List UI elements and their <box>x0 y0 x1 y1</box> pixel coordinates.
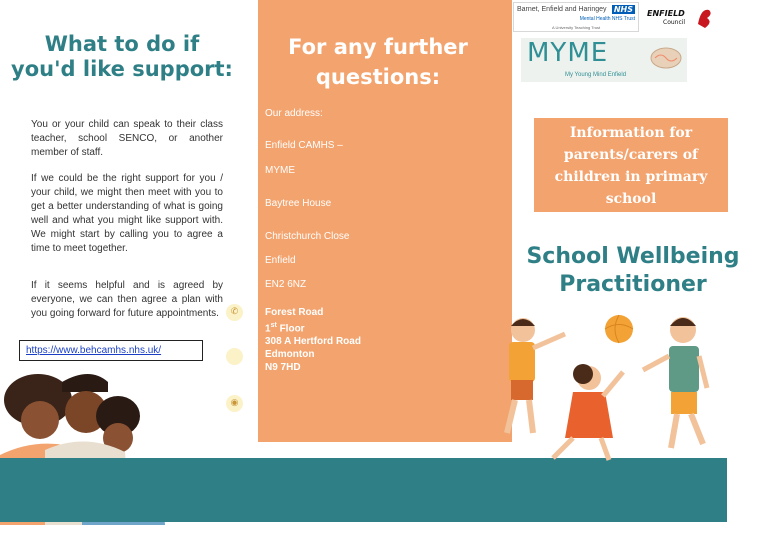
second-address-line-5: N9 7HD <box>265 362 301 374</box>
second-address-line-3: 308 A Hertford Road <box>265 336 361 348</box>
nhs-trust-logo: Barnet, Enfield and Haringey NHS Mental Health NHS Trust A University Teaching Trust <box>513 2 639 32</box>
second-address-line-1: Forest Road <box>265 307 324 318</box>
info-box: Information for parents/carers of children in primary school <box>534 118 728 212</box>
second-address-line-4: Edmonton <box>265 349 315 361</box>
school-wellbeing-title <box>512 243 754 299</box>
support-paragraph-1: You or your child can speak to their class teacher, school SENCO, or another member of staff. <box>31 119 223 158</box>
decorative-circle-icon <box>226 348 243 365</box>
address-line-6: EN2 6NZ <box>265 279 307 290</box>
myme-logo: MYME My Young Mind Enfield <box>521 38 687 82</box>
left-title <box>8 32 236 82</box>
dragon-icon <box>695 4 715 30</box>
address-line-1: Enfield CAMHS – <box>265 140 343 151</box>
second-address-line-2: 1st Floor <box>265 322 305 335</box>
swp-title-line2: Practitioner <box>559 272 707 297</box>
left-title-line1: What to do if <box>44 32 200 56</box>
second-address <box>265 306 361 374</box>
children-playing-illustration <box>493 308 733 468</box>
brain-icon <box>649 46 683 70</box>
support-paragraph-2: If we could be the right support for you / your child, we might then meet with you to get a better understanding of what is going well and what you might like support with. We might start by calling you to agree a time to meet together. <box>31 173 223 254</box>
enfield-council-logo: ENFIELD Council <box>645 2 717 32</box>
location-icon: ◉ <box>226 395 243 412</box>
address-label: Our address: <box>265 108 323 119</box>
address-line-4: Christchurch Close <box>265 231 350 242</box>
address-line-2: MYME <box>265 165 295 176</box>
website-link[interactable]: https://www.behcamhs.nhs.uk/ <box>19 340 203 361</box>
swp-title-line1: School Wellbeing <box>526 244 740 269</box>
middle-title-line1: For any further <box>288 35 468 59</box>
address-line-5: Enfield <box>265 255 296 266</box>
address-line-3: Baytree House <box>265 198 332 209</box>
middle-title-line2: questions: <box>315 65 441 89</box>
support-paragraph-3: If it seems helpful and is agreed by everyone, we can then agree a plan with you going forward for future appointments. <box>31 280 223 319</box>
left-title-line2: you'd like support: <box>11 57 233 81</box>
middle-title <box>258 32 498 92</box>
phone-icon: ✆ <box>226 304 243 321</box>
